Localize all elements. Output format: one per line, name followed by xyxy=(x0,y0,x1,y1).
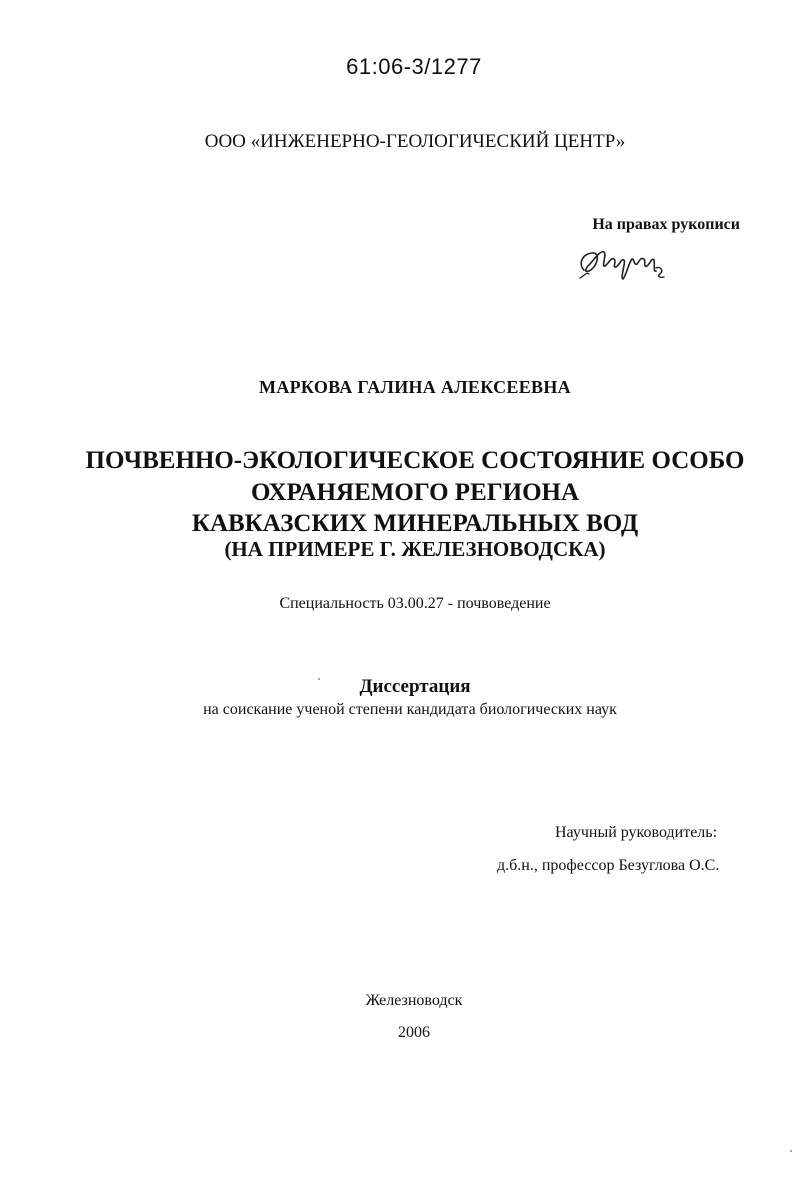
title-line-2: ОХРАНЯЕМОГО РЕГИОНА xyxy=(250,479,580,506)
advisor-name: д.б.н., профессор Безуглова О.С. xyxy=(497,857,720,874)
scan-speck xyxy=(790,1150,792,1152)
organization-name: ООО «ИНЖЕНЕРНО-ГЕОЛОГИЧЕСКИЙ ЦЕНТР» xyxy=(204,131,626,152)
catalog-number: 61:06-3/1277 xyxy=(346,54,482,79)
city-name: Железноводск xyxy=(365,992,463,1009)
advisor-label: Научный руководитель: xyxy=(555,824,718,841)
title-subtitle: (НА ПРИМЕРЕ Г. ЖЕЛЕЗНОВОДСКА) xyxy=(224,537,606,561)
publication-year: 2006 xyxy=(398,1024,430,1041)
manuscript-rights-note: На правах рукописи xyxy=(592,216,740,233)
document-type: Диссертация xyxy=(359,676,471,697)
author-name: МАРКОВА ГАЛИНА АЛЕКСЕЕВНА xyxy=(259,377,571,397)
handwritten-signature xyxy=(574,238,674,288)
title-line-3: КАВКАЗСКИХ МИНЕРАЛЬНЫХ ВОД xyxy=(191,510,639,537)
degree-line: на соискание ученой степени кандидата биологических наук xyxy=(203,701,617,718)
scan-speck xyxy=(318,678,320,680)
specialty-line: Специальность 03.00.27 - почвоведение xyxy=(279,595,551,612)
title-line-1: ПОЧВЕННО-ЭКОЛОГИЧЕСКОЕ СОСТОЯНИЕ ОСОБО xyxy=(85,447,745,474)
